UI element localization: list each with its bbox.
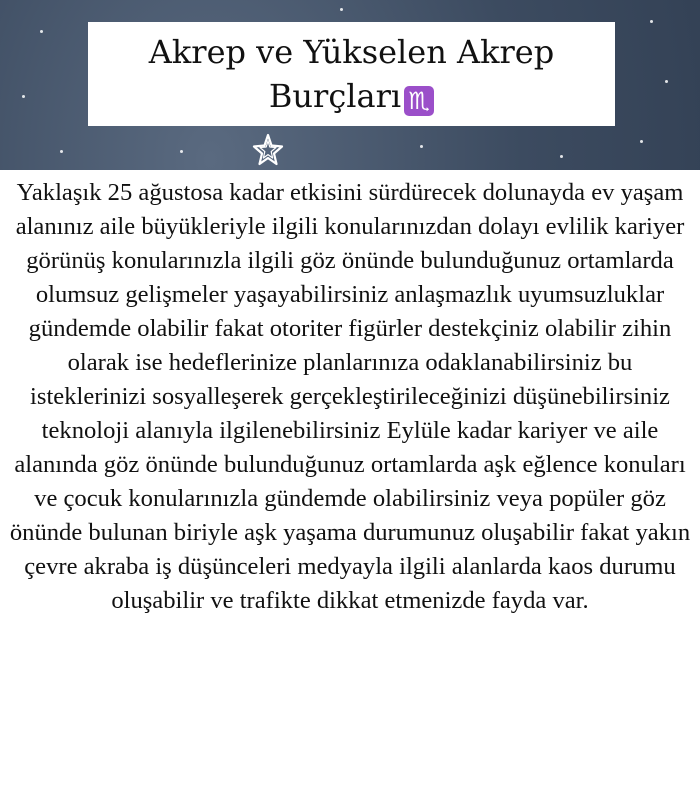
star-dot [40, 30, 43, 33]
sparkle-star-icon [250, 132, 286, 168]
star-dot [560, 155, 563, 158]
star-dot [665, 80, 668, 83]
star-dot [180, 150, 183, 153]
title-line-2 [269, 74, 434, 118]
star-dot [640, 140, 643, 143]
horoscope-paragraph: Yaklaşık 25 ağustosa kadar etkisini sürdürecek dolunayda ev yaşam alanınız aile büyükleriyle ilgili konularınızdan dolayı evlilik kariyer görünüş konularınızla ilgili göz önünde bulunduğunuz ortamlarda olumsuz gelişmeler yaşayabilirsiniz anlaşmazlık uyumsuzluklar gündemde olabilir fakat otoriter figürler destekçiniz olabilir zihin olarak ise hedeflerinize planlarınıza odaklanabilirsiniz bu isteklerinizi sosyalleşerek gerçekleştirileceğinizi düşünebilirsiniz teknoloji alanıyla ilgilenebilirsiniz Eylüle kadar kariyer ve aile alanında göz önünde bulunduğunuz ortamlarda aşk eğlence konuları ve çocuk konularınızla gündemde olabilirsiniz veya popüler göz önünde bulunan biriyle aşk yaşama durumunuz oluşabilir fakat yakın çevre akraba iş düşünceleri medyayla ilgili alanlarda kaos durumu oluşabilir ve trafikte dikkat etmenizde fayda var. [9, 179, 691, 614]
star-dot [650, 20, 653, 23]
star-dot [420, 145, 423, 148]
scorpio-zodiac-icon: ♏ [404, 86, 434, 116]
star-dot [340, 8, 343, 11]
title-line-1: Akrep ve Yükselen Akrep [148, 33, 555, 71]
star-dot [22, 95, 25, 98]
title-box [88, 22, 615, 126]
title-text: Burçları [268, 77, 402, 115]
horoscope-text-box [0, 170, 700, 799]
star-dot [60, 150, 63, 153]
